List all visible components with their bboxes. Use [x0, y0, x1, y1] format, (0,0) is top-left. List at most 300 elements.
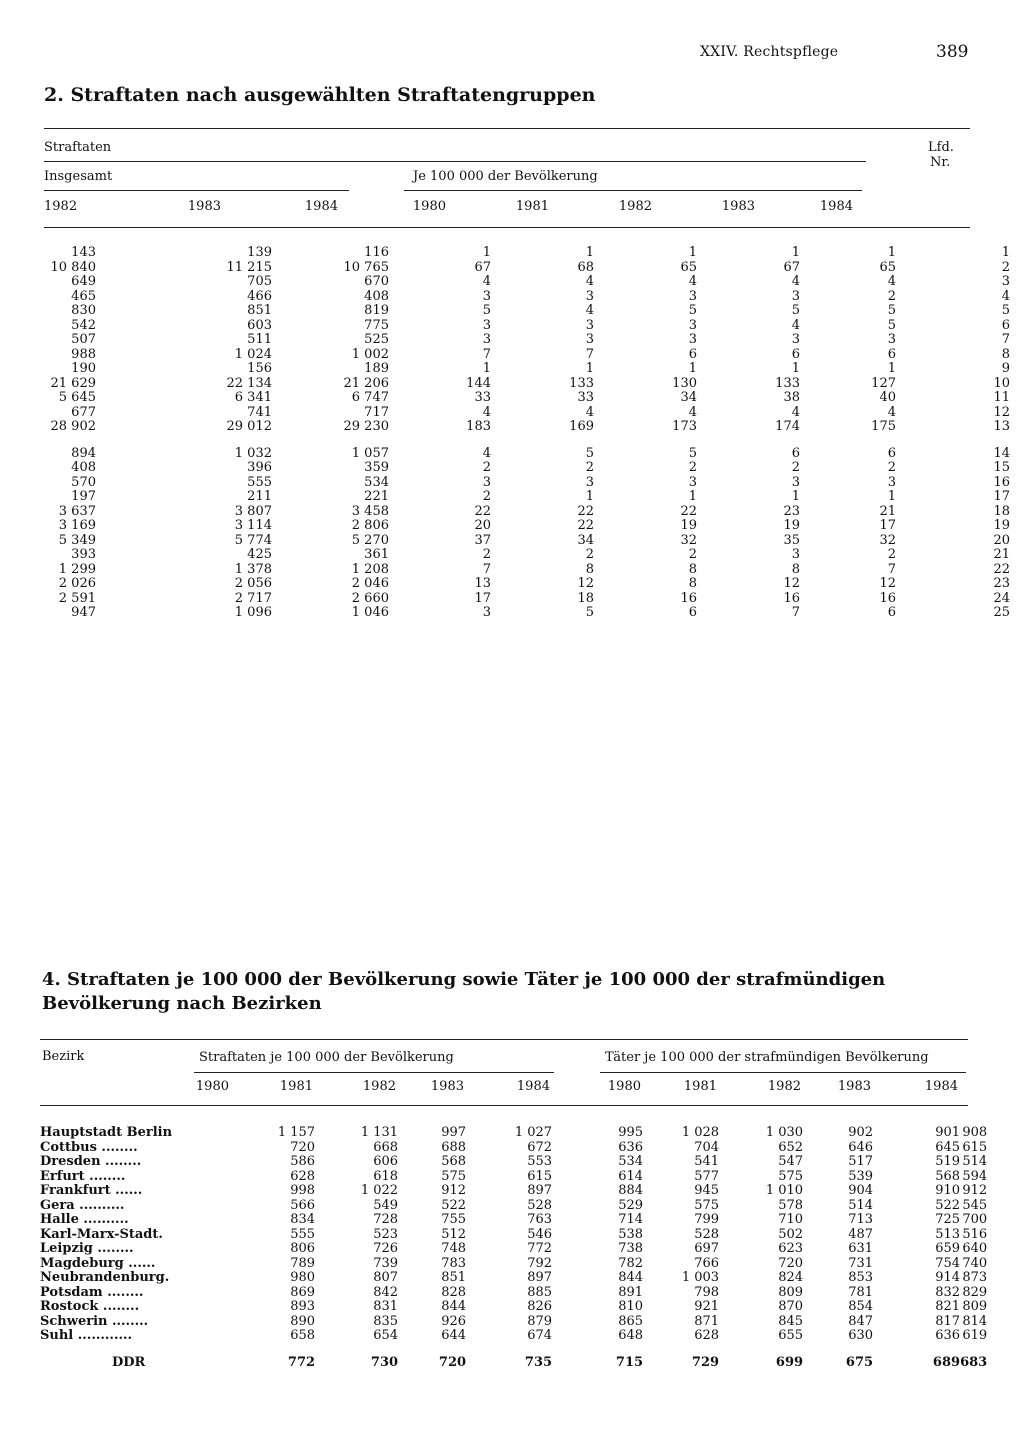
table-row [44, 476, 1010, 491]
table-cell: 465 [71, 288, 96, 304]
table-cell: 1 [585, 361, 594, 376]
table-cell: 630 [848, 1328, 874, 1343]
table-cell: 6 [887, 346, 896, 362]
table-row [44, 246, 1010, 261]
table-cell: 546 [527, 1226, 553, 1242]
spacer-cell [172, 1286, 231, 1301]
table-row [44, 420, 1010, 435]
table-cell: 1 [585, 489, 594, 504]
table-cell: 720 [438, 1354, 467, 1370]
district-name: Suhl ............ [40, 1328, 133, 1343]
table-row [44, 534, 1010, 549]
table-cell: 3 [585, 288, 594, 304]
table-cell: 1 [791, 245, 800, 260]
table-cell: 715 [615, 1354, 644, 1370]
table-cell: 603 [247, 317, 272, 333]
table-cell: 169 [569, 419, 594, 434]
table-cell: 8 [791, 561, 800, 577]
table-cell: 728 [373, 1212, 399, 1227]
table4-body [40, 1126, 987, 1370]
district-name: Gera .......... [40, 1197, 125, 1213]
table-cell: 5 645 [58, 390, 96, 405]
table4-year-1981-a: 1981 [279, 1079, 313, 1094]
table-cell: 197 [71, 489, 96, 504]
table-cell: 5 [585, 605, 594, 620]
row-number-cell: 16 [993, 474, 1010, 490]
table-cell: 361 [364, 547, 389, 562]
spacer-cell [172, 1155, 231, 1170]
table-cell: 699 [775, 1354, 804, 1370]
table-cell: 594 [962, 1168, 988, 1184]
table-cell: 6 747 [351, 390, 389, 405]
district-row [40, 1126, 987, 1141]
table-cell: 21 629 [50, 375, 96, 391]
district-name: Halle .......... [40, 1212, 129, 1227]
table-cell: 7 [887, 561, 896, 577]
table-cell: 555 [247, 474, 272, 490]
table4-head-bezirk: Bezirk [42, 1049, 85, 1064]
table-cell: 3 [585, 332, 594, 347]
table-cell: 829 [962, 1284, 988, 1300]
table4-head-straftaten: Straftaten je 100 000 der Bevölkerung [199, 1050, 454, 1065]
table-cell: 714 [618, 1212, 644, 1227]
district-name: Potsdam ........ [40, 1284, 144, 1300]
spacer-cell [172, 1300, 231, 1315]
table-cell: 408 [364, 288, 389, 304]
table2-head-nr: Nr. [930, 155, 951, 170]
table-cell: 4 [791, 274, 800, 289]
table-cell: 826 [527, 1299, 553, 1314]
table-cell: 904 [848, 1183, 874, 1198]
table-cell: 792 [527, 1255, 553, 1271]
table-cell: 12 [577, 576, 594, 591]
table-cell: 4 [688, 404, 697, 420]
table-cell: 851 [247, 303, 272, 318]
table-cell: 1 [688, 361, 697, 376]
spacer-cell [172, 1344, 231, 1371]
table2-year-total-1984: 1984 [304, 199, 338, 214]
table-cell: 890 [290, 1313, 316, 1329]
table-cell: 606 [373, 1154, 399, 1169]
table-cell: 644 [441, 1328, 467, 1343]
table-cell: 1 [482, 361, 491, 376]
table-cell: 514 [962, 1154, 988, 1169]
table-cell: 547 [778, 1154, 804, 1169]
table-cell: 17 [879, 518, 896, 533]
table-cell: 806 [290, 1241, 316, 1256]
table-cell: 393 [71, 547, 96, 562]
table-cell: 619 [962, 1328, 988, 1343]
table-cell: 67 [783, 259, 800, 275]
table-row [44, 519, 1010, 534]
table-cell: 3 637 [58, 503, 96, 519]
table2-head-insgesamt: Insgesamt [44, 169, 113, 184]
table-cell: 700 [962, 1212, 988, 1227]
row-number-cell: 4 [1001, 288, 1010, 304]
district-name: Rostock ........ [40, 1299, 140, 1314]
row-number-cell: 1 [1001, 245, 1010, 260]
spacer-cell [172, 1184, 231, 1199]
table-cell: 22 [474, 503, 491, 519]
table-cell: 3 [791, 288, 800, 304]
table-cell: 740 [962, 1255, 988, 1271]
table-cell: 539 [848, 1168, 874, 1184]
table-cell: 854 [848, 1299, 874, 1314]
district-row [40, 1170, 987, 1185]
spacer-cell [172, 1315, 231, 1330]
table-cell: 522 [441, 1197, 467, 1213]
table-cell: 902 [848, 1125, 874, 1140]
table-cell: 1 [791, 361, 800, 376]
table-cell: 947 [71, 605, 96, 620]
row-number-cell: 19 [993, 518, 1010, 533]
table-cell: 908 [962, 1125, 988, 1140]
table-cell: 511 [247, 332, 272, 347]
table-cell: 3 [585, 474, 594, 490]
table-cell: 1 003 [681, 1270, 720, 1285]
table-cell: 519 [935, 1154, 961, 1169]
table-cell: 1 157 [277, 1125, 316, 1140]
table-cell: 16 [680, 590, 697, 606]
table-cell: 33 [577, 390, 594, 405]
table-row [44, 290, 1010, 305]
table-cell: 7 [482, 561, 491, 577]
table-cell: 22 [577, 518, 594, 533]
table-cell: 735 [524, 1354, 553, 1370]
table-cell: 1 010 [765, 1183, 804, 1198]
table-cell: 2 591 [58, 590, 96, 606]
table-cell: 8 [688, 576, 697, 591]
table-row [44, 348, 1010, 363]
table-cell: 1 [791, 489, 800, 504]
table-cell: 28 902 [50, 419, 96, 434]
table-cell: 396 [247, 460, 272, 475]
table-cell: 3 [688, 288, 697, 304]
table-row [44, 333, 1010, 348]
table-row [44, 377, 1010, 392]
table-cell: 3 [688, 474, 697, 490]
district-name: Karl-Marx-Stadt. [40, 1226, 163, 1242]
table-cell: 577 [694, 1168, 720, 1184]
table-cell: 575 [441, 1168, 467, 1184]
table-cell: 22 [577, 503, 594, 519]
table-cell: 879 [527, 1313, 553, 1329]
district-row [40, 1329, 987, 1344]
spacer-cell [172, 1213, 231, 1228]
table4-head-bottom-rule [40, 1105, 968, 1106]
table-cell: 6 [791, 346, 800, 362]
table-cell: 655 [778, 1328, 804, 1343]
table-cell: 4 [482, 445, 491, 461]
table-cell: 20 [474, 518, 491, 533]
table2-head-lfd: Lfd. [928, 140, 954, 155]
table-cell: 5 349 [58, 532, 96, 548]
table-cell: 618 [373, 1168, 399, 1184]
table-cell: 541 [694, 1154, 720, 1169]
table-cell: 1 [688, 489, 697, 504]
table-cell: 514 [848, 1197, 874, 1213]
row-number-cell: 23 [993, 576, 1010, 591]
table-cell: 10 765 [343, 259, 389, 275]
table-cell: 29 012 [226, 419, 272, 434]
page-number: 389 [936, 42, 969, 62]
table-cell: 1 096 [234, 605, 272, 620]
table-cell: 2 [887, 547, 896, 562]
table4-rule-straftaten [194, 1072, 554, 1073]
table-cell: 2 [585, 547, 594, 562]
district-name: Erfurt ........ [40, 1168, 126, 1184]
table-cell: 897 [527, 1183, 553, 1198]
spacer-cell [172, 1228, 231, 1243]
table-cell: 636 [935, 1328, 961, 1343]
table4-year-1982-b: 1982 [767, 1079, 801, 1094]
row-number-cell: 7 [1001, 332, 1010, 347]
spacer-cell [172, 1141, 231, 1156]
table-cell: 8 [585, 561, 594, 577]
table-cell: 763 [527, 1212, 553, 1227]
table-cell: 6 [688, 346, 697, 362]
table-row [44, 304, 1010, 319]
table-cell: 870 [778, 1299, 804, 1314]
table-cell: 65 [680, 259, 697, 275]
district-row [40, 1271, 987, 1286]
table-cell: 726 [373, 1241, 399, 1256]
group-spacer [44, 435, 1010, 447]
table-cell: 408 [71, 460, 96, 475]
table-cell: 1 046 [351, 605, 389, 620]
table-cell: 174 [775, 419, 800, 434]
table-cell: 549 [373, 1197, 399, 1213]
table-cell: 683 [960, 1354, 988, 1370]
district-name: Frankfurt ...... [40, 1183, 143, 1198]
table-cell: 116 [364, 245, 389, 260]
table-cell: 717 [364, 404, 389, 420]
table-cell: 6 [688, 605, 697, 620]
table-cell: 1 299 [58, 561, 96, 577]
table-cell: 2 [482, 489, 491, 504]
table-cell: 566 [290, 1197, 316, 1213]
table-cell: 628 [694, 1328, 720, 1343]
table-cell: 775 [364, 317, 389, 333]
table-cell: 22 134 [226, 375, 272, 391]
district-row [40, 1228, 987, 1243]
table2-year-rate-1983: 1983 [721, 199, 755, 214]
table-cell: 798 [694, 1284, 720, 1300]
table-cell: 8 [688, 561, 697, 577]
table-cell: 21 206 [343, 375, 389, 391]
district-name: Neubrandenburg. [40, 1270, 170, 1285]
table-cell: 2 [887, 288, 896, 304]
table-cell: 16 [879, 590, 896, 606]
table-cell: 646 [848, 1139, 874, 1155]
table-cell: 359 [364, 460, 389, 475]
table-cell: 4 [585, 303, 594, 318]
table-cell: 853 [848, 1270, 874, 1285]
table-row [44, 362, 1010, 377]
table-cell: 1 [688, 245, 697, 260]
table-cell: 3 [791, 547, 800, 562]
table-cell: 538 [618, 1226, 644, 1242]
spacer-cell [172, 1257, 231, 1272]
table-cell: 819 [364, 303, 389, 318]
table-row [44, 461, 1010, 476]
district-row [40, 1242, 987, 1257]
table-cell: 68 [577, 259, 594, 275]
total-row [40, 1344, 987, 1371]
district-row [40, 1184, 987, 1199]
table-cell: 65 [879, 259, 896, 275]
table-cell: 897 [527, 1270, 553, 1285]
table-cell: 645 [935, 1139, 961, 1155]
table-cell: 912 [962, 1183, 988, 1198]
table-cell: 32 [879, 532, 896, 548]
table-cell: 528 [694, 1226, 720, 1242]
row-number-cell: 21 [993, 547, 1010, 562]
table-cell: 1 022 [360, 1183, 399, 1198]
table-cell: 7 [791, 605, 800, 620]
table-cell: 980 [290, 1270, 316, 1285]
row-number-cell: 3 [1001, 274, 1010, 289]
district-name: Cottbus ........ [40, 1139, 138, 1155]
district-row [40, 1155, 987, 1170]
table-cell: 2 046 [351, 576, 389, 591]
table-cell: 18 [577, 590, 594, 606]
table-cell: 5 [887, 317, 896, 333]
table-cell: 1 027 [514, 1125, 553, 1140]
row-number-cell: 9 [1001, 361, 1010, 376]
table4-year-1983-b: 1983 [837, 1079, 871, 1094]
table4-year-1983-a: 1983 [430, 1079, 464, 1094]
table-cell: 38 [783, 390, 800, 405]
table-cell: 659 [935, 1241, 961, 1256]
table-cell: 19 [783, 518, 800, 533]
table-cell: 871 [694, 1313, 720, 1329]
table2-head-je: Je 100 000 der Bevölkerung [413, 169, 598, 184]
table-cell: 1 057 [351, 445, 389, 461]
table-cell: 998 [290, 1183, 316, 1198]
table-cell: 3 [482, 288, 491, 304]
table-cell: 674 [527, 1328, 553, 1343]
table-cell: 615 [962, 1139, 988, 1155]
table-cell: 3 [791, 332, 800, 347]
table4-year-1984-a: 1984 [516, 1079, 550, 1094]
table-cell: 766 [694, 1255, 720, 1271]
table-cell: 40 [879, 390, 896, 405]
table-cell: 842 [373, 1284, 399, 1300]
table-cell: 738 [618, 1241, 644, 1256]
table2-body [44, 246, 1010, 621]
table-row [44, 447, 1010, 462]
table-cell: 130 [672, 375, 697, 391]
table2-head-bottom-rule [44, 227, 970, 228]
table-row [44, 406, 1010, 421]
row-number-cell: 22 [993, 561, 1010, 577]
table-cell: 133 [569, 375, 594, 391]
table-cell: 523 [373, 1226, 399, 1242]
table-cell: 578 [778, 1197, 804, 1213]
table-cell: 575 [694, 1197, 720, 1213]
table-cell: 832 [935, 1284, 961, 1300]
table-cell: 831 [373, 1299, 399, 1314]
table-cell: 2 806 [351, 518, 389, 533]
table-cell: 781 [848, 1284, 874, 1300]
table2-year-total-1982: 1982 [44, 199, 78, 214]
table-cell: 33 [474, 390, 491, 405]
spacer-cell [172, 1170, 231, 1185]
row-number-cell: 8 [1001, 346, 1010, 362]
row-number-cell: 2 [1001, 259, 1010, 275]
table-cell: 529 [618, 1197, 644, 1213]
table-cell: 824 [778, 1270, 804, 1285]
table-cell: 1 [482, 245, 491, 260]
table-cell: 884 [618, 1183, 644, 1198]
table-cell: 1 030 [765, 1125, 804, 1140]
table-cell: 568 [441, 1154, 467, 1169]
table-cell: 528 [527, 1197, 553, 1213]
table4-rule-taeter [600, 1072, 966, 1073]
table-cell: 35 [783, 532, 800, 548]
table-cell: 654 [373, 1328, 399, 1343]
table-cell: 1 024 [234, 346, 272, 362]
row-number-cell: 14 [993, 445, 1010, 461]
table-row [44, 577, 1010, 592]
table-cell: 4 [482, 404, 491, 420]
table-cell: 3 [482, 332, 491, 347]
table2-head-straftaten: Straftaten [44, 140, 112, 155]
table-cell: 3 [482, 317, 491, 333]
table-cell: 869 [290, 1284, 316, 1300]
table-cell: 652 [778, 1139, 804, 1155]
table-cell: 555 [290, 1226, 316, 1242]
row-number-cell: 13 [993, 419, 1010, 434]
row-number-cell: 12 [993, 404, 1010, 420]
table-cell: 847 [848, 1313, 874, 1329]
table-cell: 3 [688, 332, 697, 347]
table-cell: 845 [778, 1313, 804, 1329]
table-cell: 4 [791, 317, 800, 333]
table-row [44, 261, 1010, 276]
table-cell: 1 208 [351, 561, 389, 577]
table-cell: 512 [441, 1226, 467, 1242]
table-cell: 37 [474, 532, 491, 548]
table-cell: 729 [691, 1354, 720, 1370]
table-cell: 13 [474, 576, 491, 591]
table4-year-1984-b: 1984 [924, 1079, 958, 1094]
table-cell: 175 [871, 419, 896, 434]
table-cell: 755 [441, 1212, 467, 1227]
table-cell: 2 [482, 547, 491, 562]
table-cell: 720 [778, 1255, 804, 1271]
table-cell: 568 [935, 1168, 961, 1184]
table-row [44, 592, 1010, 607]
table-cell: 1 002 [351, 346, 389, 362]
table-cell: 623 [778, 1241, 804, 1256]
table-cell: 3 [688, 317, 697, 333]
table-cell: 828 [441, 1284, 467, 1300]
table-cell: 3 [482, 474, 491, 490]
table-cell: 817 [935, 1313, 961, 1329]
row-number-cell: 15 [993, 460, 1010, 475]
table-cell: 173 [672, 419, 697, 434]
table-cell: 67 [474, 259, 491, 275]
table4-head-taeter: Täter je 100 000 der strafmündigen Bevölkerung [605, 1050, 929, 1065]
table-cell: 139 [247, 245, 272, 260]
table-cell: 2 026 [58, 576, 96, 591]
table-cell: 672 [527, 1139, 553, 1155]
table-cell: 789 [290, 1255, 316, 1271]
table-cell: 2 [585, 460, 594, 475]
table-cell: 614 [618, 1168, 644, 1184]
